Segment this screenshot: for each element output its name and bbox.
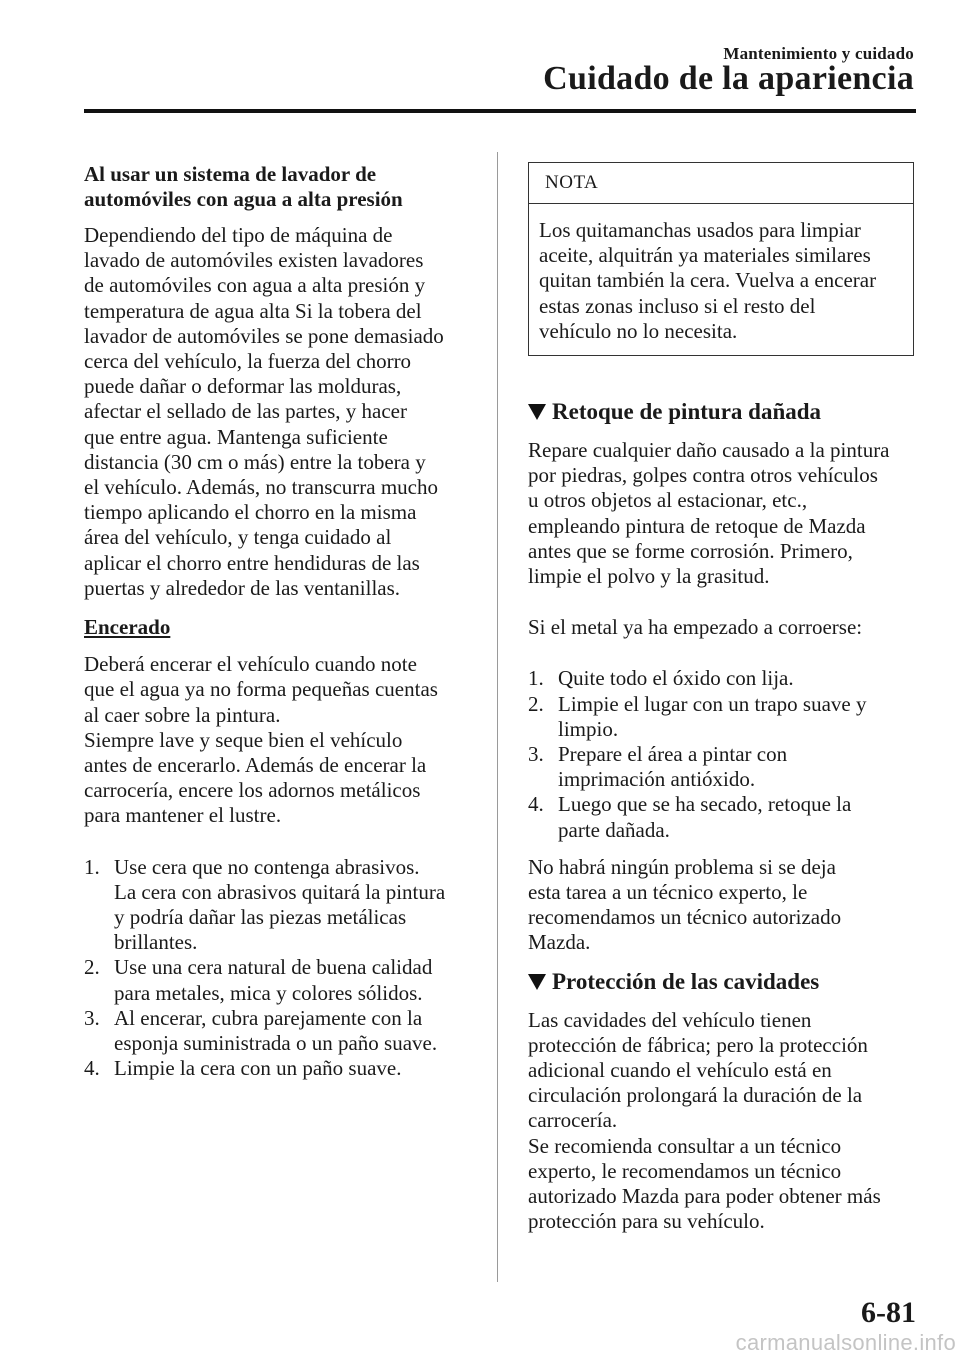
watermark: carmanualsonline.info (735, 1330, 956, 1355)
cavity-paragraph: Las cavidades del vehículo tienen protección de fábrica; pero la protección adicional cuando el vehículo está en circulación prolongará la duración de la carrocería. Se recomienda consultar a un técnico experto, le recomendamos un técnico autorizado Mazda para poder obtener más protección para su vehículo. (528, 1007, 881, 1234)
step-text: Use una cera natural de buena calidad para metales, mica y colores sólidos. (114, 955, 433, 1005)
note-text: Los quitamanchas usados para limpiar aceite, alquitrán ya materiales similares quitan también la cera. Vuelva a encerar estas zonas incluso si el resto del vehículo no lo necesita. (539, 218, 877, 343)
cavity-title: Protección de las cavidades (552, 968, 820, 994)
touch-up-title: Retoque de pintura dañada (552, 399, 822, 424)
header-section-label: Mantenimiento y cuidado (723, 44, 914, 63)
step-number: 1. (84, 854, 100, 879)
spacer (528, 843, 920, 855)
list-item (84, 1006, 479, 1056)
header-rule (84, 109, 916, 113)
touch-up-heading (528, 398, 920, 426)
step-number: 4. (84, 1056, 100, 1081)
page-number: 6-81 (861, 1296, 916, 1329)
step-text: Al encerar, cubra parejamente con la esponja suministrada o un paño suave. (114, 1005, 438, 1056)
step-text: Prepare el área a pintar con imprimación antióxido. (558, 742, 788, 792)
step-text: Limpie la cera con un paño suave. (114, 1056, 402, 1081)
spacer (528, 589, 920, 615)
touch-up-steps (528, 666, 920, 842)
list-item (84, 855, 479, 956)
triangle-down-icon (528, 404, 546, 420)
column-divider (497, 152, 498, 1282)
step-number: 1. (528, 666, 544, 691)
waxing-steps (84, 855, 479, 1082)
triangle-down-icon (528, 974, 546, 990)
list-item (528, 742, 920, 792)
note-label: NOTA (529, 163, 913, 204)
spacer (84, 829, 479, 855)
step-number: 4. (528, 792, 544, 817)
spacer (528, 956, 920, 968)
corrosion-intro: Si el metal ya ha empezado a corroerse: (528, 615, 863, 640)
waxing-heading: Encerado (84, 615, 171, 640)
page-title: Cuidado de la apariencia (543, 60, 914, 97)
step-number: 2. (528, 691, 544, 716)
list-item (84, 1056, 479, 1081)
step-number: 2. (84, 955, 100, 980)
list-item (84, 955, 479, 1005)
left-column (84, 162, 479, 1082)
pressure-wash-heading: Al usar un sistema de lavador de automóviles con agua a alta presión (84, 162, 403, 211)
step-text: Quite todo el óxido con lija. (558, 666, 794, 691)
waxing-paragraph: Deberá encerar el vehículo cuando note que el agua ya no forma pequeñas cuentas al caer sobre la pintura. Siempre lave y seque bien el vehículo antes de encerarlo. Además de encerar la carrocería, encere los adornos metálicos para mantener el lustre. (84, 652, 438, 828)
list-item (528, 666, 920, 691)
spacer (528, 640, 920, 666)
step-number: 3. (84, 1005, 100, 1030)
step-number: 3. (528, 742, 544, 767)
list-item (528, 692, 920, 742)
pressure-wash-paragraph: Dependiendo del tipo de máquina de lavado de automóviles existen lavadores de automóviles con agua a alta presión y temperatura de agua alta Si la tobera del lavador de automóviles se pone demasiado cerca del vehículo, la fuerza del chorro puede dañar o deformar las molduras, afectar el sellado de las partes, y hacer que entre agua. Mantenga suficiente distancia (30 cm o más) entre la tobera y el vehículo. Además, no transcurra mucho tiempo aplicando el chorro en la misma área del vehículo, y tenga cuidado al aplicar el chorro entre hendiduras de las puertas y alrededor de las ventanillas. (84, 223, 444, 600)
step-text: Limpie el lugar con un trapo suave y limpio. (558, 691, 867, 741)
list-item (528, 792, 920, 842)
touch-up-paragraph: Repare cualquier daño causado a la pintura por piedras, golpes contra otros vehículos u otros objetos al estacionar, etc., empleando pintura de retoque de Mazda antes que se forme corrosión. Primero, limpie el polvo y la grasitud. (528, 438, 890, 589)
note-box (528, 162, 914, 356)
touch-up-closing: No habrá ningún problema si se deja esta tarea a un técnico experto, le recomendamos un técnico autorizado Mazda. (528, 854, 842, 955)
cavity-heading (528, 968, 920, 996)
step-text: Luego que se ha secado, retoque la parte dañada. (558, 792, 852, 842)
right-column (528, 398, 920, 1234)
step-text: Use cera que no contenga abrasivos. La cera con abrasivos quitará la pintura y podría dañar las piezas metálicas brillantes. (114, 854, 446, 955)
